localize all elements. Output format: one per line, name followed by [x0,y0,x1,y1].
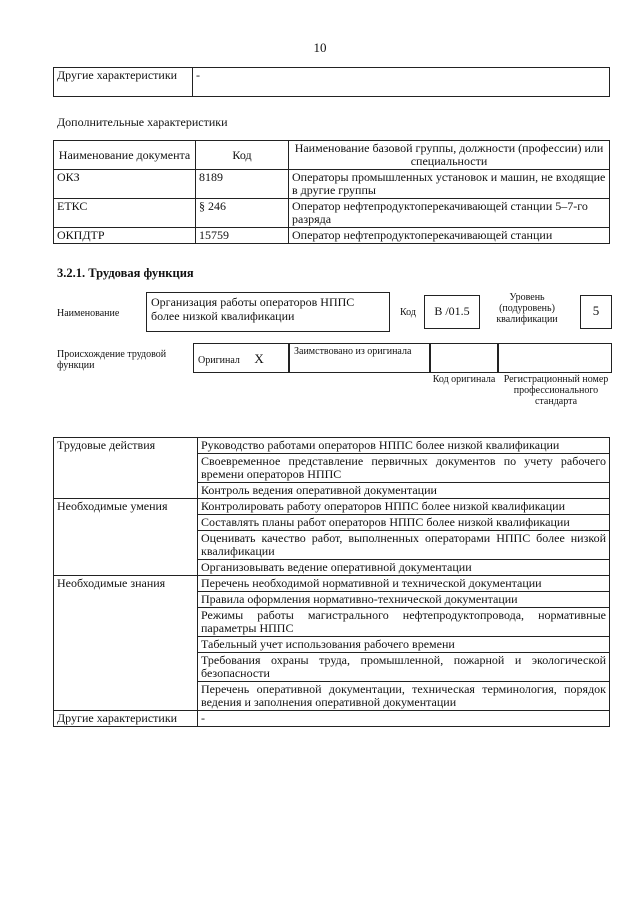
group-name-cell: Оператор нефтепродуктоперекачивающей станции 5–7-го разряда [289,199,610,228]
original-mark: X [254,351,264,366]
labor-function-title: 3.2.1. Трудовая функция [57,266,194,280]
table-row [54,499,610,515]
reg-number-box [498,343,612,373]
knowledge-item: Правила оформления нормативно-технической документации [198,592,610,608]
qualification-level-box: 5 [580,295,612,329]
function-code-box: В /01.5 [424,295,480,329]
table-row [54,170,610,199]
table-row [54,438,610,454]
page-number: 10 [313,40,327,55]
other-characteristics-table [53,67,610,97]
code-label: Код [400,307,416,318]
original-box [193,343,289,373]
origin-code-caption: Код оригинала [432,374,496,385]
additional-characteristics-table [53,140,610,244]
knowledge-item: Требования охраны труда, промышленной, пожарной и экологической безопасности [198,653,610,682]
document-cell: ЕТКС [54,199,196,228]
other-label: Другие характеристики [54,711,198,727]
group-name-cell: Оператор нефтепродуктоперекачивающей станции [289,228,610,244]
knowledge-item: Перечень оперативной документации, техническая терминология, порядок ведения и заполнения оперативной документации [198,682,610,711]
skill-item: Оценивать качество работ, выполненных операторами НППС более низкой квалификации [198,531,610,560]
origin-code-box [430,343,498,373]
skill-item: Организовывать ведение оперативной документации [198,560,610,576]
table-row [54,711,610,727]
knowledge-item: Перечень необходимой нормативной и технической документации [198,576,610,592]
function-name-box: Организация работы операторов НППС более низкой квалификации [146,292,390,332]
level-label: Уровень (подуровень) квалификации [496,292,558,325]
column-header-code: Код [196,141,289,170]
additional-characteristics-title: Дополнительные характеристики [57,115,228,129]
knowledge-item: Табельный учет использования рабочего времени [198,637,610,653]
code-cell: 8189 [196,170,289,199]
name-label: Наименование [57,308,120,319]
original-label: Оригинал [198,355,240,366]
borrowed-box: Заимствовано из оригинала [289,343,430,373]
column-header-document: Наименование документа [54,141,196,170]
origin-label: Происхождение трудовой функции [57,349,167,371]
actions-label: Трудовые действия [54,438,198,499]
knowledge-label: Необходимые знания [54,576,198,711]
code-cell: 15759 [196,228,289,244]
skill-item: Контролировать работу операторов НППС более низкой квалификации [198,499,610,515]
action-item: Контроль ведения оперативной документации [198,483,610,499]
labor-function-table [53,437,610,727]
action-item: Руководство работами операторов НППС более низкой квалификации [198,438,610,454]
skills-label: Необходимые умения [54,499,198,576]
action-item: Своевременное представление первичных документов по учету рабочего времени операторов НППС [198,454,610,483]
table-row [54,228,610,244]
group-name-cell: Операторы промышленных установок и машин, не входящие в другие группы [289,170,610,199]
other-characteristics-value: - [193,68,610,97]
table-row [54,199,610,228]
document-cell: ОКПДТР [54,228,196,244]
other-characteristics-label: Другие характеристики [54,68,193,97]
column-header-group-name: Наименование базовой группы, должности (профессии) или специальности [289,141,610,170]
code-cell: § 246 [196,199,289,228]
document-cell: ОКЗ [54,170,196,199]
knowledge-item: Режимы работы магистрального нефтепродуктопровода, нормативные параметры НППС [198,608,610,637]
skill-item: Составлять планы работ операторов НППС более низкой квалификации [198,515,610,531]
reg-number-caption: Регистрационный номер профессионального стандарта [503,374,609,407]
other-value: - [198,711,610,727]
table-row [54,576,610,592]
